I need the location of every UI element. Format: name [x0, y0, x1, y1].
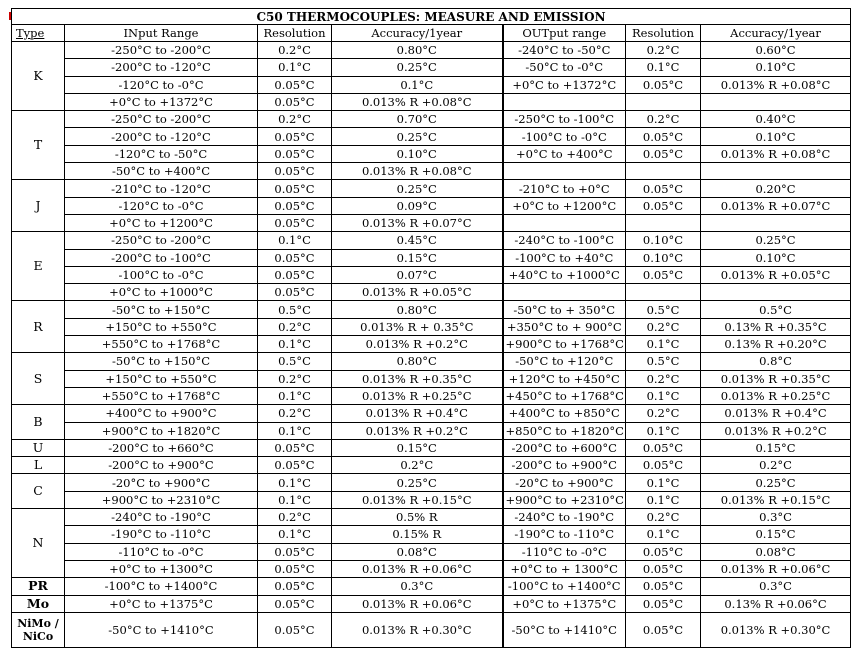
- header-input-resolution: Resolution: [258, 25, 332, 42]
- input-accuracy-cell: 0.013% R +0.35°C: [332, 370, 503, 387]
- output-accuracy-cell: 0.013% R +0.08°C: [701, 145, 851, 162]
- output-resolution-cell: 0.2°C: [626, 509, 701, 526]
- input-resolution-cell: 0.05°C: [258, 439, 332, 456]
- output-accuracy-cell: [701, 163, 851, 180]
- input-range-cell: -120°C to -0°C: [65, 76, 258, 93]
- output-resolution-cell: [626, 214, 701, 231]
- input-range-cell: +550°C to +1768°C: [65, 387, 258, 404]
- input-accuracy-cell: 0.08°C: [332, 543, 503, 560]
- output-range-cell: -110°C to -0°C: [503, 543, 626, 560]
- input-resolution-cell: 0.1°C: [258, 422, 332, 439]
- input-resolution-cell: 0.1°C: [258, 336, 332, 353]
- input-resolution-cell: 0.2°C: [258, 111, 332, 128]
- output-resolution-cell: [626, 284, 701, 301]
- input-accuracy-cell: 0.25°C: [332, 128, 503, 145]
- table-row: [12, 93, 851, 110]
- header-output-resolution: Resolution: [626, 25, 701, 42]
- output-resolution-cell: 0.2°C: [626, 42, 701, 59]
- output-range-cell: +0°C to +1375°C: [503, 595, 626, 612]
- output-range-cell: -100°C to -0°C: [503, 128, 626, 145]
- input-range-cell: -200°C to -100°C: [65, 249, 258, 266]
- input-range-cell: -50°C to +150°C: [65, 301, 258, 318]
- input-resolution-cell: 0.05°C: [258, 560, 332, 577]
- input-accuracy-cell: 0.3°C: [332, 578, 503, 595]
- input-accuracy-cell: 0.15°C: [332, 439, 503, 456]
- output-accuracy-cell: 0.25°C: [701, 474, 851, 491]
- input-resolution-cell: 0.2°C: [258, 42, 332, 59]
- output-range-cell: [503, 163, 626, 180]
- input-resolution-cell: 0.1°C: [258, 491, 332, 508]
- output-accuracy-cell: 0.013% R +0.4°C: [701, 405, 851, 422]
- output-range-cell: -100°C to +1400°C: [503, 578, 626, 595]
- input-accuracy-cell: 0.1°C: [332, 76, 503, 93]
- table-row: [12, 145, 851, 162]
- input-accuracy-cell: 0.10°C: [332, 145, 503, 162]
- input-resolution-cell: 0.05°C: [258, 284, 332, 301]
- output-accuracy-cell: 0.013% R +0.15°C: [701, 491, 851, 508]
- output-accuracy-cell: 0.20°C: [701, 180, 851, 197]
- output-resolution-cell: 0.1°C: [626, 422, 701, 439]
- output-accuracy-cell: 0.013% R +0.07°C: [701, 197, 851, 214]
- output-range-cell: +0°C to +1372°C: [503, 76, 626, 93]
- table-row: [12, 59, 851, 76]
- output-accuracy-cell: 0.3°C: [701, 509, 851, 526]
- table-row: [12, 42, 851, 59]
- output-range-cell: [503, 284, 626, 301]
- table-row: [12, 526, 851, 543]
- output-range-cell: -50°C to + 350°C: [503, 301, 626, 318]
- output-resolution-cell: 0.10°C: [626, 249, 701, 266]
- output-resolution-cell: 0.2°C: [626, 111, 701, 128]
- output-resolution-cell: 0.05°C: [626, 560, 701, 577]
- header-type: Type: [12, 25, 65, 42]
- output-resolution-cell: 0.1°C: [626, 526, 701, 543]
- output-accuracy-cell: 0.40°C: [701, 111, 851, 128]
- output-accuracy-cell: 0.013% R +0.35°C: [701, 370, 851, 387]
- output-accuracy-cell: [701, 214, 851, 231]
- table-row: [12, 180, 851, 197]
- thermocouple-type: T: [12, 111, 65, 180]
- output-resolution-cell: 0.05°C: [626, 543, 701, 560]
- output-accuracy-cell: 0.10°C: [701, 128, 851, 145]
- input-resolution-cell: 0.2°C: [258, 405, 332, 422]
- input-resolution-cell: 0.05°C: [258, 93, 332, 110]
- input-accuracy-cell: 0.013% R +0.30°C: [332, 612, 503, 647]
- output-resolution-cell: 0.05°C: [626, 76, 701, 93]
- header-input-range: INput Range: [65, 25, 258, 42]
- table-title: C50 THERMOCOUPLES: MEASURE AND EMISSION: [12, 9, 851, 25]
- input-range-cell: -210°C to -120°C: [65, 180, 258, 197]
- input-accuracy-cell: 0.013% R +0.06°C: [332, 595, 503, 612]
- table-row: [12, 318, 851, 335]
- input-accuracy-cell: 0.45°C: [332, 232, 503, 249]
- input-accuracy-cell: 0.25°C: [332, 180, 503, 197]
- input-range-cell: -200°C to -120°C: [65, 128, 258, 145]
- output-accuracy-cell: 0.013% R +0.08°C: [701, 76, 851, 93]
- output-range-cell: [503, 214, 626, 231]
- output-resolution-cell: 0.05°C: [626, 128, 701, 145]
- thermocouple-type: C: [12, 474, 65, 509]
- output-accuracy-cell: 0.25°C: [701, 232, 851, 249]
- header-output-range: OUTput range: [503, 25, 626, 42]
- input-range-cell: +0°C to +1372°C: [65, 93, 258, 110]
- input-accuracy-cell: 0.80°C: [332, 42, 503, 59]
- output-accuracy-cell: 0.08°C: [701, 543, 851, 560]
- output-accuracy-cell: 0.10°C: [701, 59, 851, 76]
- table-row: [12, 266, 851, 283]
- thermocouple-type: PR: [12, 578, 65, 595]
- thermocouple-table: [11, 8, 851, 648]
- output-range-cell: -240°C to -50°C: [503, 42, 626, 59]
- input-resolution-cell: 0.2°C: [258, 509, 332, 526]
- input-range-cell: +400°C to +900°C: [65, 405, 258, 422]
- input-range-cell: -100°C to -0°C: [65, 266, 258, 283]
- input-range-cell: -250°C to -200°C: [65, 232, 258, 249]
- input-accuracy-cell: 0.013% R +0.05°C: [332, 284, 503, 301]
- output-accuracy-cell: [701, 284, 851, 301]
- input-range-cell: +0°C to +1200°C: [65, 214, 258, 231]
- input-range-cell: +0°C to +1375°C: [65, 595, 258, 612]
- input-range-cell: -200°C to +900°C: [65, 457, 258, 474]
- input-resolution-cell: 0.05°C: [258, 214, 332, 231]
- output-resolution-cell: 0.05°C: [626, 578, 701, 595]
- output-range-cell: +900°C to +2310°C: [503, 491, 626, 508]
- input-range-cell: -250°C to -200°C: [65, 42, 258, 59]
- output-range-cell: -50°C to +120°C: [503, 353, 626, 370]
- input-accuracy-cell: 0.25°C: [332, 59, 503, 76]
- output-range-cell: +900°C to +1768°C: [503, 336, 626, 353]
- output-range-cell: -250°C to -100°C: [503, 111, 626, 128]
- output-range-cell: +400°C to +850°C: [503, 405, 626, 422]
- input-accuracy-cell: 0.80°C: [332, 353, 503, 370]
- output-resolution-cell: 0.05°C: [626, 612, 701, 647]
- input-range-cell: +0°C to +1000°C: [65, 284, 258, 301]
- thermocouple-type: U: [12, 439, 65, 456]
- output-accuracy-cell: 0.013% R +0.30°C: [701, 612, 851, 647]
- output-resolution-cell: [626, 163, 701, 180]
- output-resolution-cell: 0.05°C: [626, 595, 701, 612]
- output-range-cell: -20°C to +900°C: [503, 474, 626, 491]
- output-range-cell: -240°C to -190°C: [503, 509, 626, 526]
- table-row: [12, 284, 851, 301]
- thermocouple-type: E: [12, 232, 65, 301]
- input-resolution-cell: 0.05°C: [258, 128, 332, 145]
- input-range-cell: -190°C to -110°C: [65, 526, 258, 543]
- input-resolution-cell: 0.05°C: [258, 266, 332, 283]
- table-row: [12, 422, 851, 439]
- output-accuracy-cell: 0.013% R +0.25°C: [701, 387, 851, 404]
- input-resolution-cell: 0.2°C: [258, 370, 332, 387]
- input-resolution-cell: 0.05°C: [258, 595, 332, 612]
- input-range-cell: -240°C to -190°C: [65, 509, 258, 526]
- input-resolution-cell: 0.5°C: [258, 353, 332, 370]
- input-resolution-cell: 0.05°C: [258, 197, 332, 214]
- output-resolution-cell: 0.5°C: [626, 301, 701, 318]
- output-resolution-cell: 0.05°C: [626, 266, 701, 283]
- table-row: [12, 197, 851, 214]
- table-row: [12, 128, 851, 145]
- input-range-cell: +150°C to +550°C: [65, 370, 258, 387]
- input-resolution-cell: 0.05°C: [258, 76, 332, 93]
- table-row: [12, 387, 851, 404]
- input-accuracy-cell: 0.25°C: [332, 474, 503, 491]
- output-accuracy-cell: 0.3°C: [701, 578, 851, 595]
- output-range-cell: [503, 93, 626, 110]
- thermocouple-type: S: [12, 353, 65, 405]
- output-resolution-cell: 0.2°C: [626, 370, 701, 387]
- output-accuracy-cell: 0.13% R +0.20°C: [701, 336, 851, 353]
- table-row: [12, 111, 851, 128]
- header-input-accuracy: Accuracy/1year: [332, 25, 503, 42]
- input-resolution-cell: 0.1°C: [258, 387, 332, 404]
- input-range-cell: +150°C to +550°C: [65, 318, 258, 335]
- input-range-cell: +0°C to +1300°C: [65, 560, 258, 577]
- input-resolution-cell: 0.2°C: [258, 318, 332, 335]
- thermocouple-type: R: [12, 301, 65, 353]
- input-range-cell: -200°C to +660°C: [65, 439, 258, 456]
- thermocouple-type: Mo: [12, 595, 65, 612]
- thermocouple-type: L: [12, 457, 65, 474]
- output-range-cell: -210°C to +0°C: [503, 180, 626, 197]
- input-range-cell: -120°C to -0°C: [65, 197, 258, 214]
- input-accuracy-cell: 0.09°C: [332, 197, 503, 214]
- input-range-cell: -50°C to +1410°C: [65, 612, 258, 647]
- input-range-cell: -250°C to -200°C: [65, 111, 258, 128]
- output-resolution-cell: 0.05°C: [626, 180, 701, 197]
- thermocouple-type: K: [12, 42, 65, 111]
- output-accuracy-cell: 0.10°C: [701, 249, 851, 266]
- output-range-cell: +40°C to +1000°C: [503, 266, 626, 283]
- table-row: [12, 370, 851, 387]
- output-resolution-cell: 0.1°C: [626, 387, 701, 404]
- thermocouple-type: N: [12, 509, 65, 578]
- table-row: [12, 543, 851, 560]
- input-resolution-cell: 0.5°C: [258, 301, 332, 318]
- input-accuracy-cell: 0.2°C: [332, 457, 503, 474]
- table-row: [12, 301, 851, 318]
- output-range-cell: -50°C to -0°C: [503, 59, 626, 76]
- input-range-cell: -200°C to -120°C: [65, 59, 258, 76]
- output-accuracy-cell: 0.013% R +0.2°C: [701, 422, 851, 439]
- output-resolution-cell: 0.5°C: [626, 353, 701, 370]
- table-row: [12, 76, 851, 93]
- output-range-cell: -200°C to +600°C: [503, 439, 626, 456]
- output-accuracy-cell: 0.8°C: [701, 353, 851, 370]
- output-resolution-cell: 0.05°C: [626, 145, 701, 162]
- output-range-cell: -100°C to +40°C: [503, 249, 626, 266]
- output-resolution-cell: 0.10°C: [626, 232, 701, 249]
- input-resolution-cell: 0.05°C: [258, 612, 332, 647]
- table-row: [12, 214, 851, 231]
- output-resolution-cell: [626, 93, 701, 110]
- input-accuracy-cell: 0.15% R: [332, 526, 503, 543]
- table-row: [12, 457, 851, 474]
- output-accuracy-cell: 0.15°C: [701, 526, 851, 543]
- input-range-cell: -110°C to -0°C: [65, 543, 258, 560]
- header-row: [12, 25, 851, 42]
- output-range-cell: -190°C to -110°C: [503, 526, 626, 543]
- output-range-cell: +120°C to +450°C: [503, 370, 626, 387]
- output-accuracy-cell: 0.13% R +0.06°C: [701, 595, 851, 612]
- table-row: [12, 474, 851, 491]
- input-resolution-cell: 0.05°C: [258, 145, 332, 162]
- thermocouple-type: NiMo / NiCo: [12, 612, 65, 647]
- input-accuracy-cell: 0.013% R +0.25°C: [332, 387, 503, 404]
- table-row: [12, 595, 851, 612]
- input-accuracy-cell: 0.013% R +0.4°C: [332, 405, 503, 422]
- output-resolution-cell: 0.05°C: [626, 197, 701, 214]
- input-accuracy-cell: 0.013% R +0.08°C: [332, 163, 503, 180]
- table-row: [12, 439, 851, 456]
- header-output-accuracy: Accuracy/1year: [701, 25, 851, 42]
- table-row: [12, 232, 851, 249]
- output-accuracy-cell: 0.13% R +0.35°C: [701, 318, 851, 335]
- thermocouple-type: B: [12, 405, 65, 440]
- table-row: [12, 249, 851, 266]
- output-resolution-cell: 0.1°C: [626, 474, 701, 491]
- output-range-cell: +350°C to + 900°C: [503, 318, 626, 335]
- output-accuracy-cell: 0.013% R +0.05°C: [701, 266, 851, 283]
- input-range-cell: -50°C to +400°C: [65, 163, 258, 180]
- input-resolution-cell: 0.05°C: [258, 457, 332, 474]
- table-row: [12, 560, 851, 577]
- table-row: [12, 353, 851, 370]
- input-resolution-cell: 0.05°C: [258, 249, 332, 266]
- output-resolution-cell: 0.05°C: [626, 457, 701, 474]
- input-resolution-cell: 0.05°C: [258, 578, 332, 595]
- input-resolution-cell: 0.1°C: [258, 526, 332, 543]
- table-row: [12, 509, 851, 526]
- output-accuracy-cell: 0.013% R +0.06°C: [701, 560, 851, 577]
- output-resolution-cell: 0.1°C: [626, 336, 701, 353]
- table-row: [12, 405, 851, 422]
- output-accuracy-cell: [701, 93, 851, 110]
- input-range-cell: -100°C to +1400°C: [65, 578, 258, 595]
- output-accuracy-cell: 0.60°C: [701, 42, 851, 59]
- input-accuracy-cell: 0.07°C: [332, 266, 503, 283]
- output-range-cell: +850°C to +1820°C: [503, 422, 626, 439]
- input-accuracy-cell: 0.013% R +0.08°C: [332, 93, 503, 110]
- input-resolution-cell: 0.1°C: [258, 474, 332, 491]
- output-range-cell: +0°C to + 1300°C: [503, 560, 626, 577]
- input-range-cell: +550°C to +1768°C: [65, 336, 258, 353]
- output-range-cell: -200°C to +900°C: [503, 457, 626, 474]
- output-range-cell: -50°C to +1410°C: [503, 612, 626, 647]
- thermocouple-type: J: [12, 180, 65, 232]
- input-accuracy-cell: 0.5% R: [332, 509, 503, 526]
- output-accuracy-cell: 0.2°C: [701, 457, 851, 474]
- output-resolution-cell: 0.1°C: [626, 59, 701, 76]
- input-accuracy-cell: 0.013% R +0.07°C: [332, 214, 503, 231]
- input-resolution-cell: 0.05°C: [258, 543, 332, 560]
- output-range-cell: -240°C to -100°C: [503, 232, 626, 249]
- table-row: [12, 336, 851, 353]
- input-resolution-cell: 0.05°C: [258, 163, 332, 180]
- input-range-cell: -120°C to -50°C: [65, 145, 258, 162]
- output-accuracy-cell: 0.15°C: [701, 439, 851, 456]
- output-range-cell: +0°C to +1200°C: [503, 197, 626, 214]
- table-row: [12, 612, 851, 647]
- input-accuracy-cell: 0.013% R + 0.35°C: [332, 318, 503, 335]
- input-accuracy-cell: 0.013% R +0.06°C: [332, 560, 503, 577]
- output-range-cell: +0°C to +400°C: [503, 145, 626, 162]
- input-resolution-cell: 0.05°C: [258, 180, 332, 197]
- output-accuracy-cell: 0.5°C: [701, 301, 851, 318]
- input-accuracy-cell: 0.80°C: [332, 301, 503, 318]
- input-accuracy-cell: 0.013% R +0.2°C: [332, 336, 503, 353]
- output-resolution-cell: 0.1°C: [626, 491, 701, 508]
- table-row: [12, 163, 851, 180]
- input-resolution-cell: 0.1°C: [258, 59, 332, 76]
- input-accuracy-cell: 0.013% R +0.15°C: [332, 491, 503, 508]
- output-resolution-cell: 0.2°C: [626, 318, 701, 335]
- input-range-cell: -20°C to +900°C: [65, 474, 258, 491]
- input-range-cell: -50°C to +150°C: [65, 353, 258, 370]
- input-resolution-cell: 0.1°C: [258, 232, 332, 249]
- input-accuracy-cell: 0.70°C: [332, 111, 503, 128]
- output-range-cell: +450°C to +1768°C: [503, 387, 626, 404]
- output-resolution-cell: 0.05°C: [626, 439, 701, 456]
- output-resolution-cell: 0.2°C: [626, 405, 701, 422]
- table-row: [12, 491, 851, 508]
- input-range-cell: +900°C to +1820°C: [65, 422, 258, 439]
- input-accuracy-cell: 0.15°C: [332, 249, 503, 266]
- table-row: [12, 578, 851, 595]
- input-accuracy-cell: 0.013% R +0.2°C: [332, 422, 503, 439]
- input-range-cell: +900°C to +2310°C: [65, 491, 258, 508]
